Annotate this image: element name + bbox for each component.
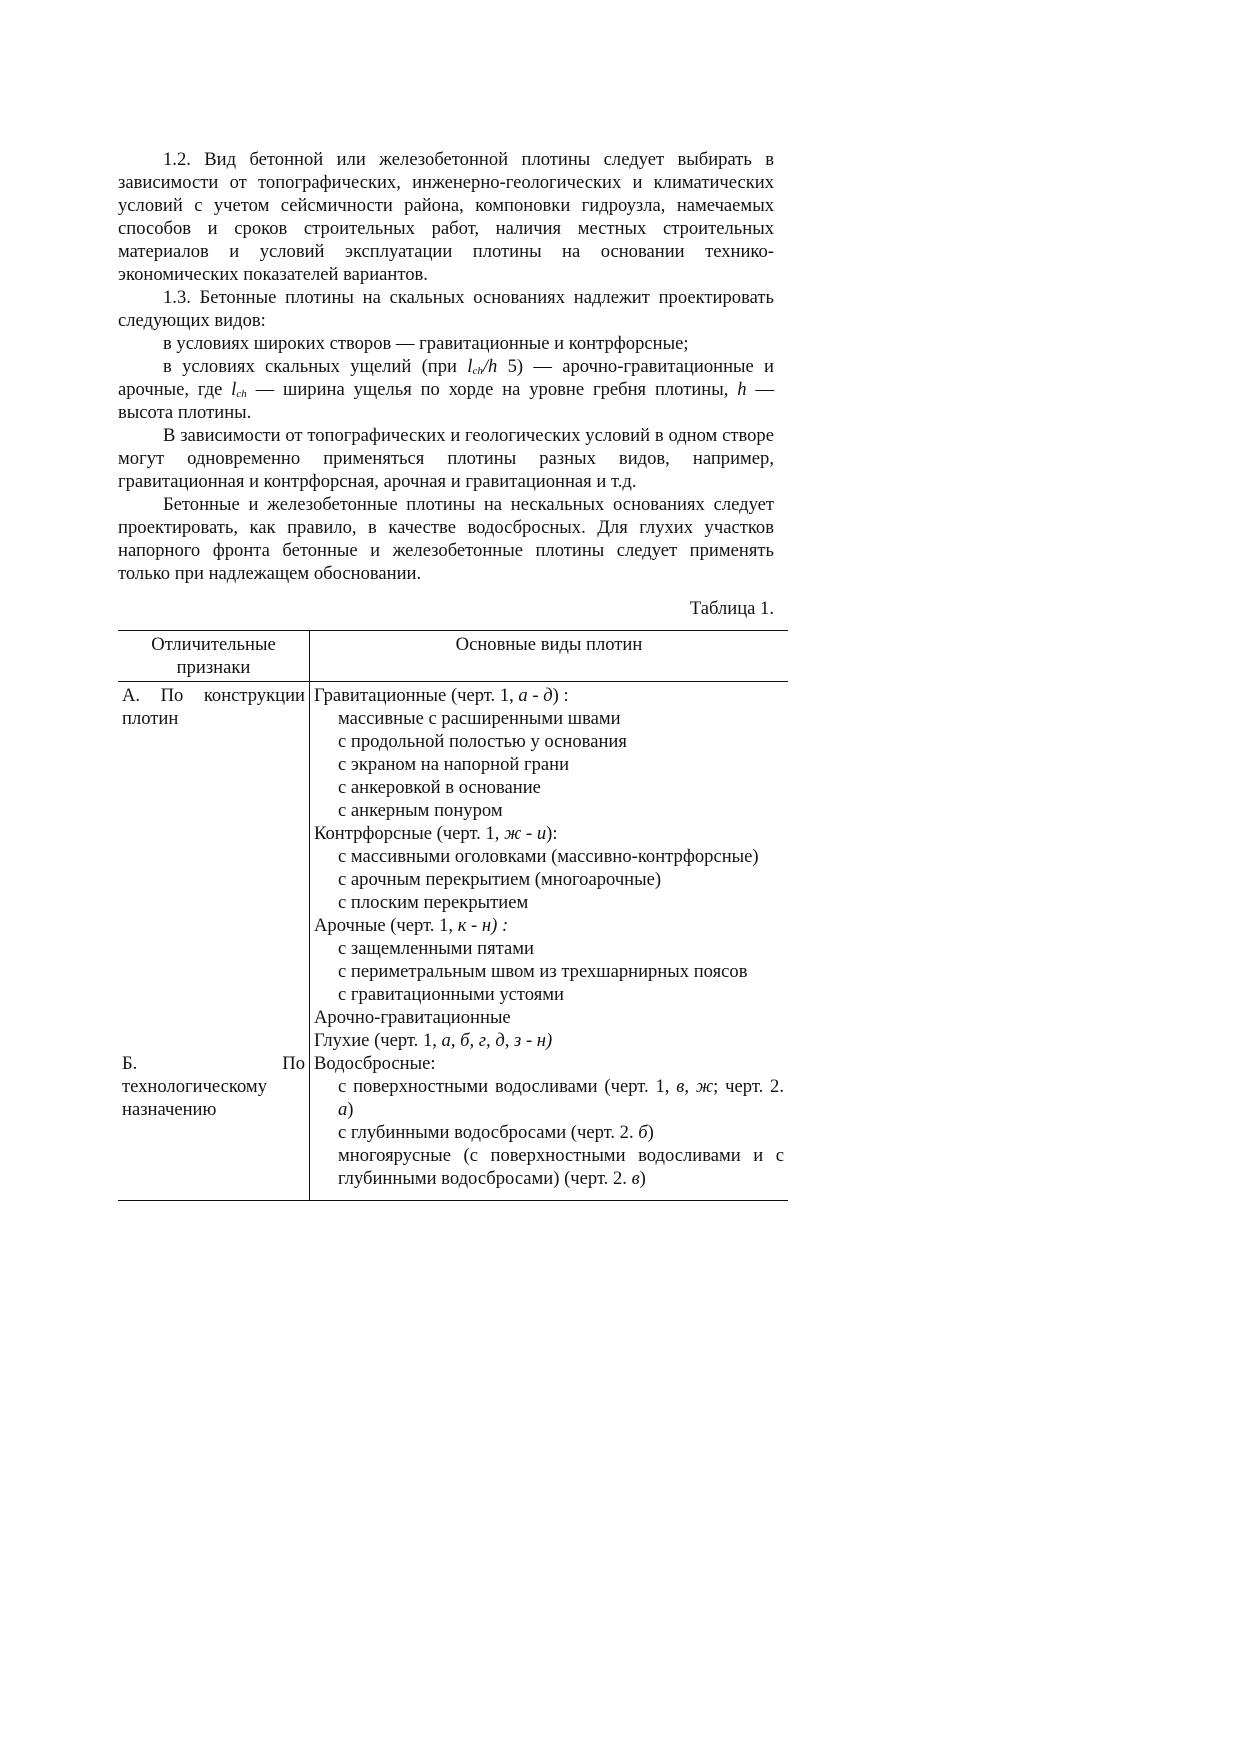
list-item: массивные с расширенными швами xyxy=(338,708,621,729)
arch-heading: Арочные (черт. 1, к - н) : xyxy=(314,915,509,936)
header-dam-types: Основные виды плотин xyxy=(310,631,789,682)
spillway-heading: Водосбросные: xyxy=(314,1053,436,1074)
list-item: многоярусные (с поверхностными водосливами и с глубинными водосбросами) (черт. 2. в) xyxy=(338,1145,784,1189)
paragraph-combined-types: В зависимости от топографических и геологических условий в одном створе могут одновременно применяться плотины разных видов, например, гравитационная и контрфорсная, арочная и гравитационная и т.д. xyxy=(118,425,774,492)
paragraph-nonrock-foundations: Бетонные и железобетонные плотины на нескальных основаниях следует проектировать, как правило, в качестве водосбросных. Для глухих участков напорного фронта бетонные и железобетонные плотины следует применять только при надлежащем обосновании. xyxy=(118,494,774,584)
table-row-by-construction xyxy=(118,682,788,1201)
list-item: с периметральным швом из трехшарнирных поясов xyxy=(338,961,748,982)
feature-b-label: Б. По технологическому назначению xyxy=(122,1053,305,1120)
feature-a-label: А. По конструкции плотин xyxy=(122,685,305,729)
paragraph-1-2: 1.2. Вид бетонной или железобетонной плотины следует выбирать в зависимости от топографических, инженерно-геологических и климатических условий с учетом сейсмичности района, компоновки гидроузла, намечаемых способов и сроков строительных работ, наличия местных строительных материалов и условий эксплуатации плотины на основании технико-экономических показателей вариантов. xyxy=(118,149,774,285)
document-page xyxy=(118,148,785,1201)
buttress-group xyxy=(314,822,784,914)
list-item: с гравитационными устоями xyxy=(338,984,565,1005)
gravity-group xyxy=(314,684,784,822)
table-caption: Таблица 1. xyxy=(689,598,774,619)
feature-cell-a xyxy=(118,682,310,1201)
list-item: с экраном на напорной грани xyxy=(338,754,570,775)
gravity-heading: Гравитационные (черт. 1, а - д) : xyxy=(314,685,569,706)
list-item: с плоским перекрытием xyxy=(338,892,529,913)
paragraph-gorges: в условиях скальных ущелий (при $l_{ch}/h$ 5) — арочно-гравитационные и арочные, где $l_{ch}$ — ширина ущелья по хорде на уровне гребня плотины, h — высота плотины. xyxy=(118,356,774,423)
paragraph-wide-sites: в условиях широких створов — гравитационные и контрфорсные; xyxy=(163,333,689,354)
list-item: с поверхностными водосливами (черт. 1, в, ж; черт. 2. а) xyxy=(338,1076,785,1120)
table-header-row xyxy=(118,631,788,682)
list-item: с продольной полостью у основания xyxy=(338,731,627,752)
arch-group xyxy=(314,914,784,1006)
list-item: с массивными оголовками (массивно-контрфорсные) xyxy=(338,846,759,867)
list-item: с арочным перекрытием (многоарочные) xyxy=(338,869,662,890)
list-item: с анкеровкой в основание xyxy=(338,777,541,798)
paragraph-1-3: 1.3. Бетонные плотины на скальных основаниях надлежит проектировать следующих видов: xyxy=(118,287,774,331)
list-item: с глубинными водосбросами (черт. 2. б) xyxy=(338,1122,654,1143)
header-features: Отличительные признаки xyxy=(118,631,310,682)
blind-heading: Глухие (черт. 1, а, б, г, д, з - н) xyxy=(314,1030,553,1051)
list-item: с защемленными пятами xyxy=(338,938,534,959)
dam-types-table xyxy=(118,630,788,1201)
list-item: с анкерным понуром xyxy=(338,800,503,821)
buttress-heading: Контрфорсные (черт. 1, ж - и): xyxy=(314,823,558,844)
types-cell xyxy=(310,682,789,1201)
arch-gravity-heading: Арочно-гравитационные xyxy=(314,1007,511,1028)
